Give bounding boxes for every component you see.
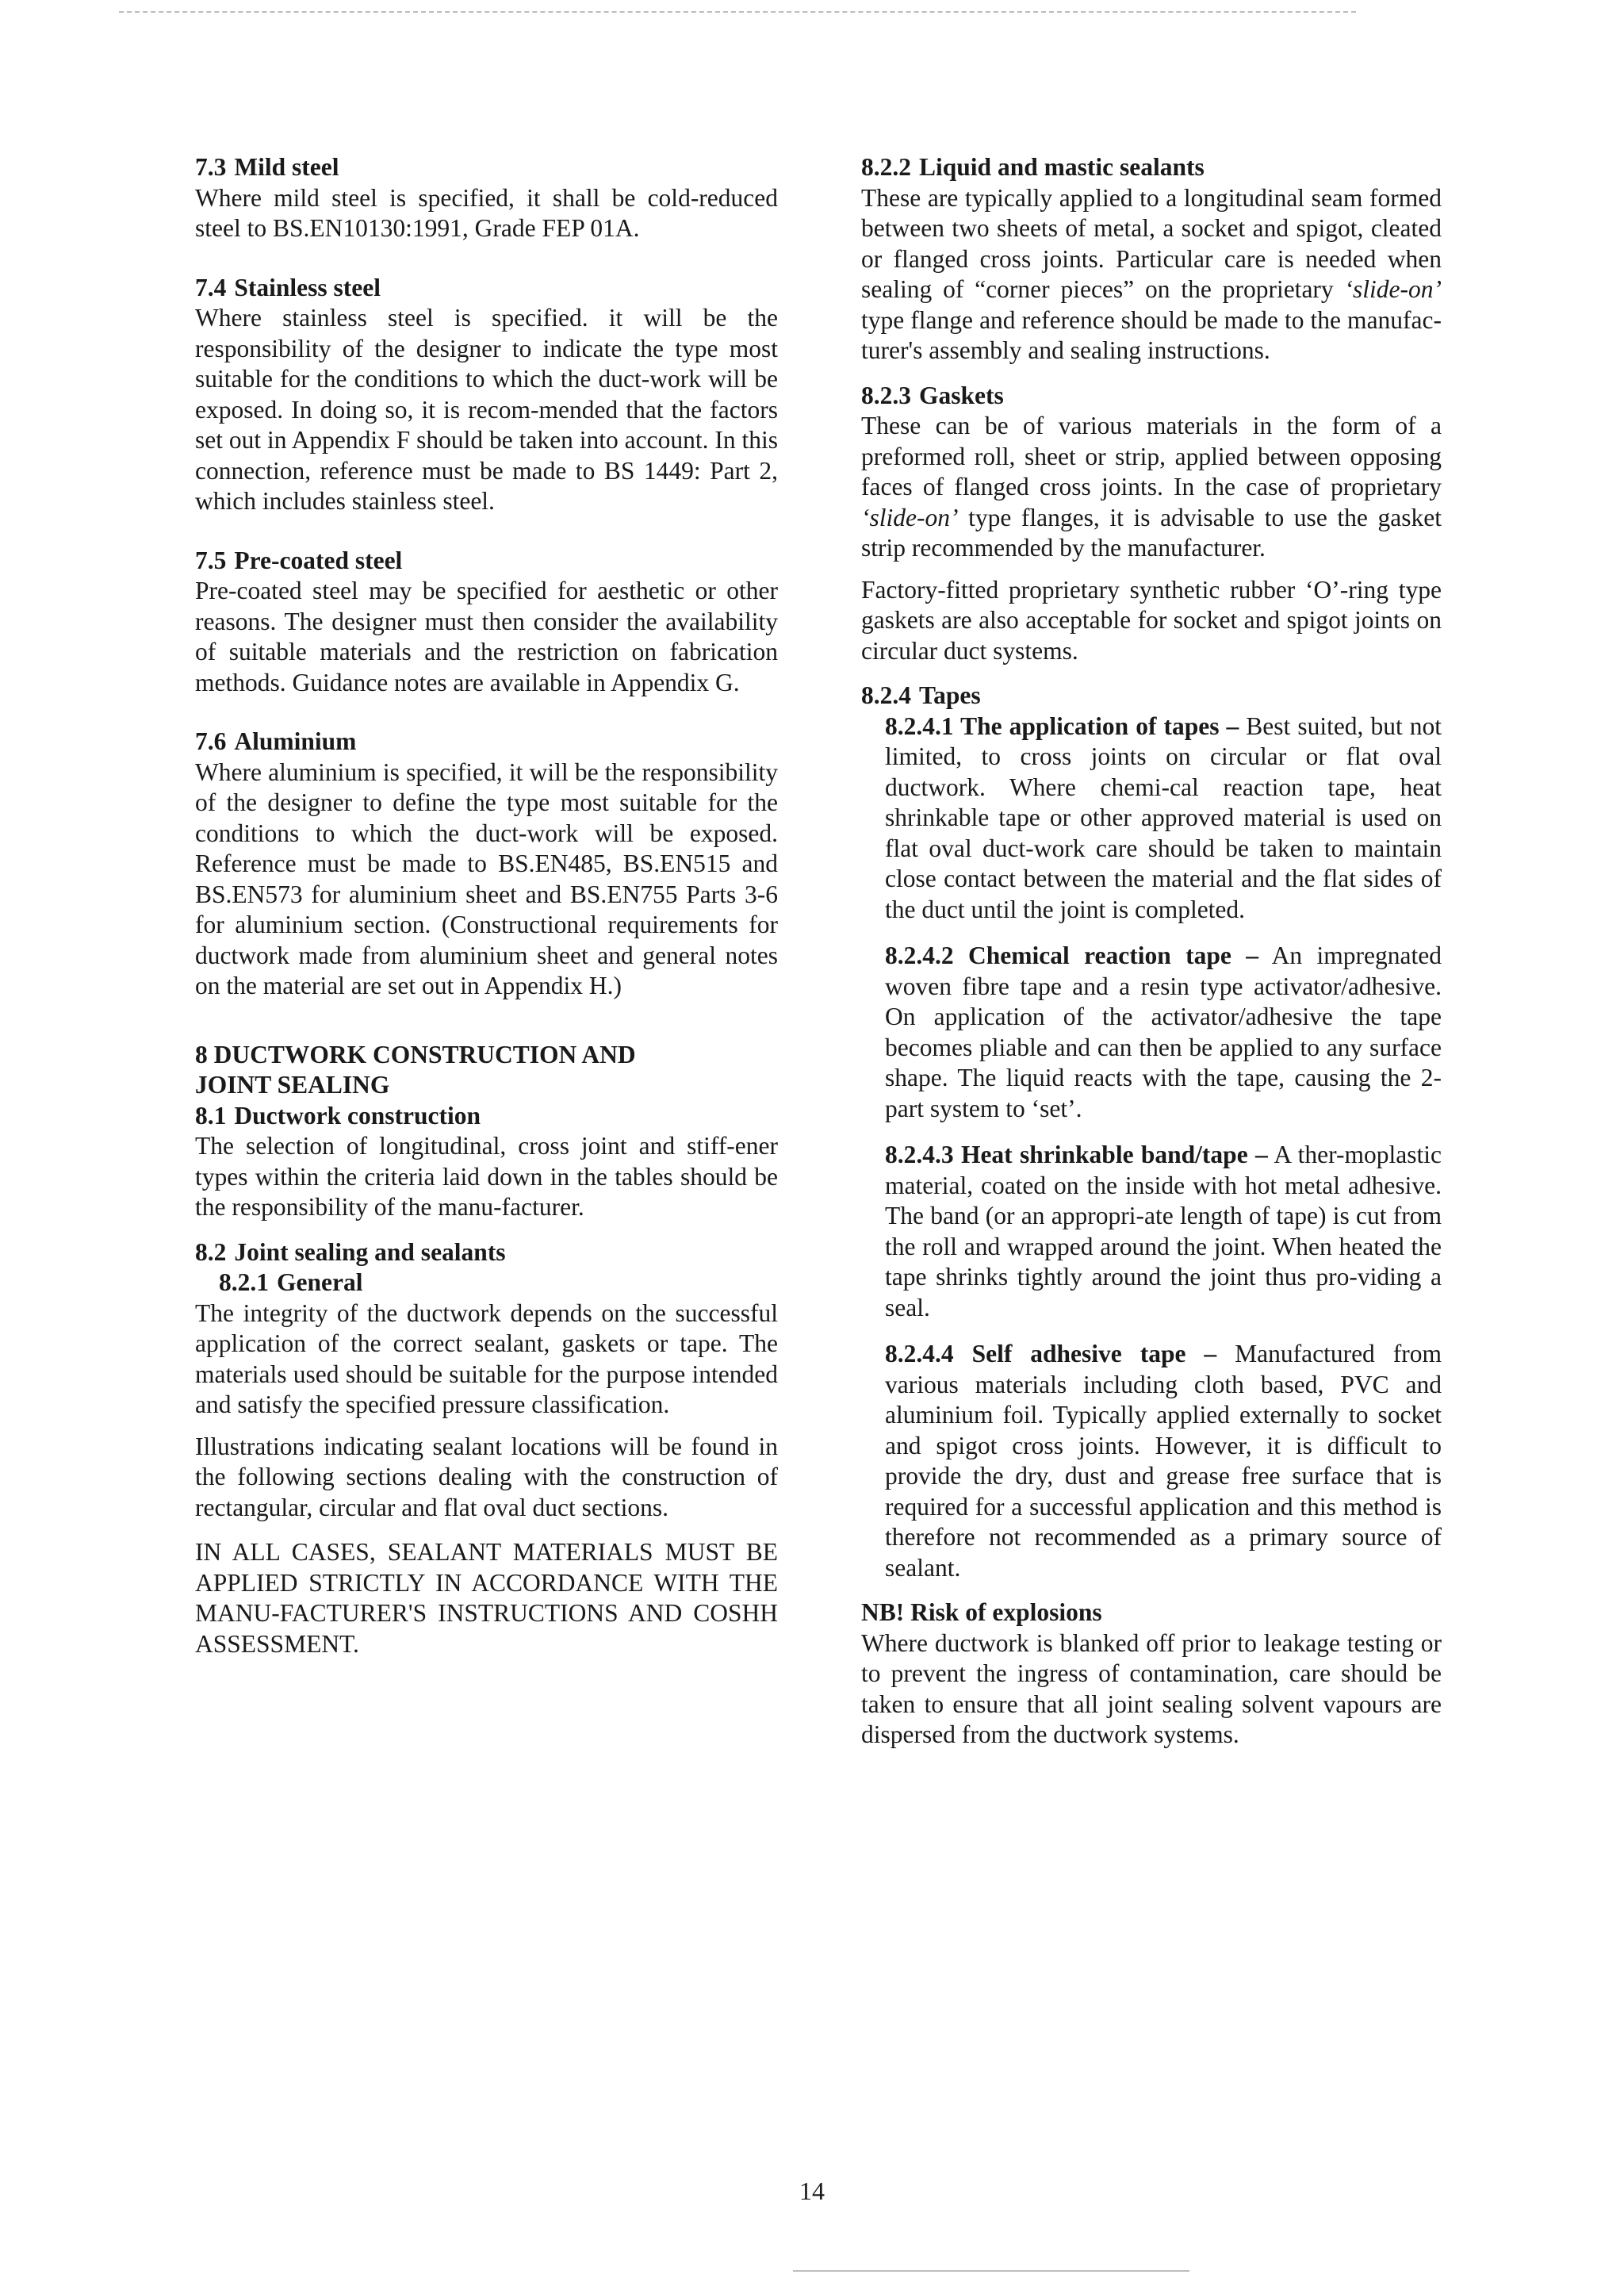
- right-column: [861, 152, 1442, 1751]
- section-8-2-3: [861, 381, 1442, 667]
- section-7-3: [195, 152, 778, 244]
- tape-item-2: 8.2.4.2 Chemical reaction tape – An impregnated woven fibre tape and a resin type activator/adhesive. On application of the activator/adhesive the tape becomes pliable and can then be applied to any surface shape. The liquid reacts with the tape, causing the 2-part system to ‘set’.: [885, 942, 1442, 1122]
- section-heading: 8.2 Joint sealing and sealants: [195, 1237, 506, 1266]
- section-8-2-1: [195, 1268, 778, 1298]
- section-body: Where aluminium is specified, it will be the responsibility of the designer to define the type most suitable for the conditions to which the duct-work will be exposed. Reference must be made to BS.EN485, BS.EN515 and BS.EN573 for aluminium sheet and BS.EN755 Parts 3-6 for aluminium section. (Constructional requirements for ductwork made from aluminium sheet and general notes on the material are set out in Appendix H.): [195, 758, 778, 999]
- section-body: These are typically applied to a longitudinal seam formed between two sheets of metal, a socket and spigot, cleated or flanged cross joints. Particular care is needed when sealing of “corner pieces” on the proprietary ‘slide-on’ type flange and reference should be made to the manufac-turer's assembly and sealing instructions.: [861, 183, 1442, 364]
- tape-item-4: 8.2.4.4 Self adhesive tape – Manufactured from various materials including cloth based, PVC and aluminium foil. Typically applied externally to socket and spigot cross joints. However, it is difficult to provide the dry, dust and grease free surface that is required for a successful application and this method is therefore not recommended as a primary source of sealant.: [885, 1340, 1442, 1582]
- nb-warning: [861, 1598, 1442, 1751]
- page-number: 14: [799, 2177, 825, 2205]
- section-heading: 7.4 Stainless steel: [195, 273, 381, 301]
- section-body: Factory-fitted proprietary synthetic rubber ‘O’-ring type gaskets are also acceptable for socket and spigot joints on circular duct systems.: [861, 575, 1442, 665]
- chapter-8-heading: 8 DUCTWORK CONSTRUCTION AND JOINT SEALING: [195, 1040, 636, 1099]
- general-paragraph-3: IN ALL CASES, SEALANT MATERIALS MUST BE APPLIED STRICTLY IN ACCORDANCE WITH THE MANU-FACTURER'S INSTRUCTIONS AND COSHH ASSESSMENT.: [195, 1538, 778, 1658]
- general-paragraph-1: The integrity of the ductwork depends on the successful application of the correct sealant, gaskets or tape. The materials used should be suitable for the purpose intended and satisfy the specified pressure classification.: [195, 1298, 778, 1418]
- scan-artifact-top: [119, 11, 1356, 13]
- nb-body: Where ductwork is blanked off prior to leakage testing or to prevent the ingress of contamination, care should be taken to ensure that all joint sealing solvent vapours are dispersed from the ductwork systems.: [861, 1628, 1442, 1748]
- section-body: Pre-coated steel may be specified for aesthetic or other reasons. The designer must then consider the availability of suitable materials and the restriction on fabrication methods. Guidance notes are available in Appendix G.: [195, 577, 778, 696]
- section-heading: 7.6 Aluminium: [195, 727, 357, 755]
- section-8-2: [195, 1237, 778, 1660]
- section-heading: 8.2.2 Liquid and mastic sealants: [861, 153, 1205, 181]
- section-8-2-2: [861, 152, 1442, 366]
- section-body: Where mild steel is specified, it shall be cold-reduced steel to BS.EN10130:1991, Grade FEP 01A.: [195, 183, 778, 242]
- section-heading: 8.2.4 Tapes: [861, 681, 981, 709]
- section-8-2-4: [861, 681, 1442, 1583]
- subsection-heading: 8.2.1 General: [219, 1268, 363, 1296]
- scan-artifact-bottom: [793, 2270, 1189, 2272]
- nb-heading: NB! Risk of explosions: [861, 1598, 1102, 1626]
- tape-item-3: 8.2.4.3 Heat shrinkable band/tape – A ther-moplastic material, coated on the inside with hot metal adhesive. The band (or an appropri-ate length of tape) is cut from the roll and wrapped around the joint. When heated the tape shrinks tightly around the joint thus pro-viding a seal.: [885, 1141, 1442, 1321]
- section-8-1: [195, 1101, 778, 1223]
- tape-item-1: 8.2.4.1 The application of tapes – Best suited, but not limited, to cross joints on circular or flat oval ductwork. Where chemi-cal reaction tape, heat shrinkable tape or other approved material is used on flat oval duct-work care should be taken to maintain close contact between the material and the flat sides of the duct until the joint is completed.: [885, 711, 1442, 923]
- section-heading: 8.1 Ductwork construction: [195, 1101, 481, 1130]
- tapes-list: [861, 711, 1442, 1584]
- section-body: The selection of longitudinal, cross joint and stiff-ener types within the criteria laid down in the tables should be the responsibility of the manu-facturer.: [195, 1132, 778, 1221]
- section-7-6: [195, 727, 778, 1002]
- section-heading: 8.2.3 Gaskets: [861, 381, 1004, 409]
- section-7-5: [195, 546, 778, 699]
- section-body: Where stainless steel is specified. it will be the responsibility of the designer to indicate the type most suitable for the conditions to which the duct-work will be exposed. In doing so, it is recom-mended that the factors set out in Appendix F should be taken into account. In this connection, reference must be made to BS 1449: Part 2, which includes stainless steel.: [195, 304, 778, 515]
- section-body: These can be of various materials in the form of a preformed roll, sheet or strip, applied between opposing faces of flanged cross joints. In the case of proprietary ‘slide-on’ type flanges, it is advisable to use the gasket strip recommended by the manufacturer.: [861, 412, 1442, 562]
- section-heading: 7.5 Pre-coated steel: [195, 546, 403, 574]
- section-7-4: [195, 273, 778, 517]
- general-paragraph-2: Illustrations indicating sealant locations will be found in the following sections dealing with the construction of rectangular, circular and flat oval duct sections.: [195, 1432, 778, 1521]
- left-column: [195, 152, 778, 1659]
- section-heading: 7.3 Mild steel: [195, 153, 339, 181]
